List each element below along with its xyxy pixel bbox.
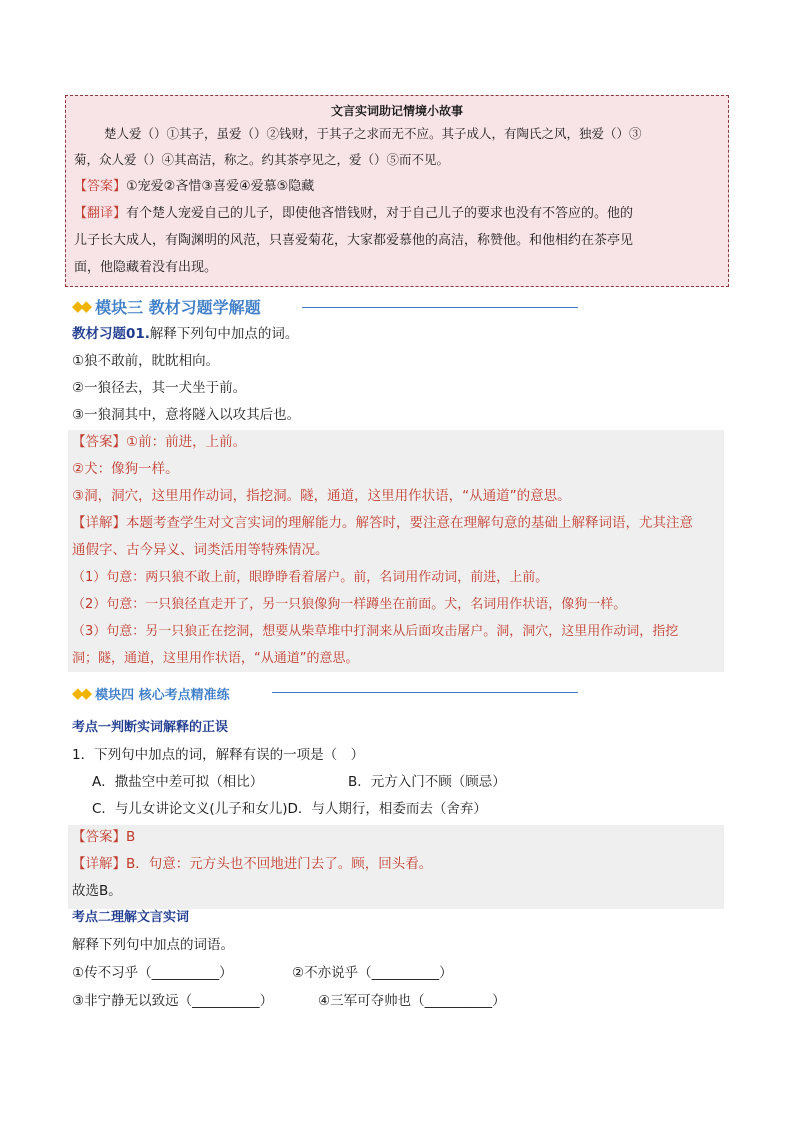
option-b: B．元方入门不顾（顾忌） — [348, 774, 506, 790]
point1-question: 1．下列句中加点的词，解释有误的一项是（ ） — [72, 747, 365, 763]
exercise-item-1: ①狼不敢前，眈眈相向。 — [72, 353, 220, 369]
exercise-answer-1: 【答案】①前：前进，上前。 — [72, 434, 247, 450]
exercise-note-1: （1）句意：两只狼不敢上前，眼睁睁看着屠户。前，名词用作动词，前进，上前。 — [72, 570, 549, 585]
exercise-prompt: 解释下列句中加点的词。 — [149, 326, 299, 342]
option-cd: C．与儿女讲论文义(儿子和女儿)D．与人期行，相委而去（舍弃） — [92, 801, 487, 817]
exercise-item-3: ③一狼洞其中，意将隧入以攻其后也。 — [72, 407, 301, 423]
module3-header — [72, 295, 261, 317]
exercise-note-3: （3）句意：另一只狼正在挖洞，想要从柴草堆中打洞来从后面攻击屠户。洞，洞穴，这里用作动词，指挖 — [72, 624, 679, 639]
module3-title: 模块三 教材习题学解题 — [95, 297, 261, 317]
diamond-icon: ◆◆ — [72, 297, 90, 315]
module4-header — [72, 682, 230, 704]
module3-rule — [302, 307, 578, 308]
exercise-item-2: ②一狼径去，其一犬坐于前。 — [72, 380, 247, 396]
exercise-answer-2: ②犬：像狗一样。 — [72, 461, 179, 477]
translation-tag: 【翻译】 — [74, 206, 127, 221]
point1-answer: 【答案】B — [72, 829, 136, 845]
story-line-2: 菊，众人爱（）④其高洁，称之。约其茶亭见之，爱（）⑤而不见。 — [74, 152, 450, 167]
point1-detail: 【详解】B．句意：元方头也不回地进门去了。顾，回头看。 — [72, 856, 433, 872]
exercise-note-4: 洞；隧，通道，这里用作状语，“从通道”的意思。 — [72, 651, 359, 666]
fill-blank-4[interactable]: ④三军可夺帅也（__________） — [318, 993, 506, 1009]
module4-title: 模块四 核心考点精准练 — [95, 687, 230, 703]
answer-tag: 【答案】 — [74, 179, 127, 194]
exercise-detail-2: 通假字、古今异义、词类活用等特殊情况。 — [72, 542, 329, 558]
story-answer — [74, 177, 720, 197]
story-translation-2: 儿子长大成人，有陶渊明的风范，只喜爱菊花，大家都爱慕他的高洁，称赞他。和他相约在茶亭见 — [74, 233, 634, 248]
story-box — [65, 95, 729, 287]
fill-blank-1[interactable]: ①传不习乎（__________） — [72, 965, 233, 981]
exercise-heading — [72, 324, 298, 344]
exercise-detail-1: 【详解】本题考查学生对文言实词的理解能力。解答时，要注意在理解句意的基础上解释词语，尤其注意 — [72, 515, 693, 531]
fill-blank-3[interactable]: ③非宁静无以致远（__________） — [72, 993, 274, 1009]
fill-blank-2[interactable]: ②不亦说乎（__________） — [292, 965, 453, 981]
option-a: A．撒盐空中差可拟（相比） — [92, 774, 264, 790]
answer-text: ①宠爱②吝惜③喜爱④爱慕⑤隐藏 — [126, 179, 315, 194]
story-translation-3: 面，他隐藏着没有出现。 — [74, 260, 218, 275]
story-title: 文言实词助记情境小故事 — [330, 104, 463, 118]
exercise-label: 教材习题01. — [72, 326, 150, 342]
point1-conclusion: 故选B。 — [72, 883, 122, 899]
module4-rule — [272, 692, 578, 693]
story-line-1: 楚人爱（）①其子，虽爱（）②钱财，于其子之求而无不应。其子成人，有陶氏之风，独爱（）③ — [104, 126, 642, 141]
story-translation-1: 【翻译】有个楚人宠爱自己的儿子，即使他吝惜钱财，对于自己儿子的要求也没有不答应的。他的 — [74, 206, 634, 221]
point2-prompt: 解释下列句中加点的词语。 — [72, 937, 234, 953]
exercise-answer-3: ③洞，洞穴，这里用作动词，指挖洞。隧，通道，这里用作状语，“从通道”的意思。 — [72, 488, 571, 504]
exercise-note-2: （2）句意：一只狼径直走开了，另一只狼像狗一样蹲坐在前面。犬，名词用作状语，像狗一样。 — [72, 597, 627, 612]
point1-title: 考点一判断实词解释的正误 — [72, 720, 229, 735]
point2-title: 考点二理解文言实词 — [72, 910, 190, 925]
diamond-icon: ◆◆ — [72, 684, 90, 702]
